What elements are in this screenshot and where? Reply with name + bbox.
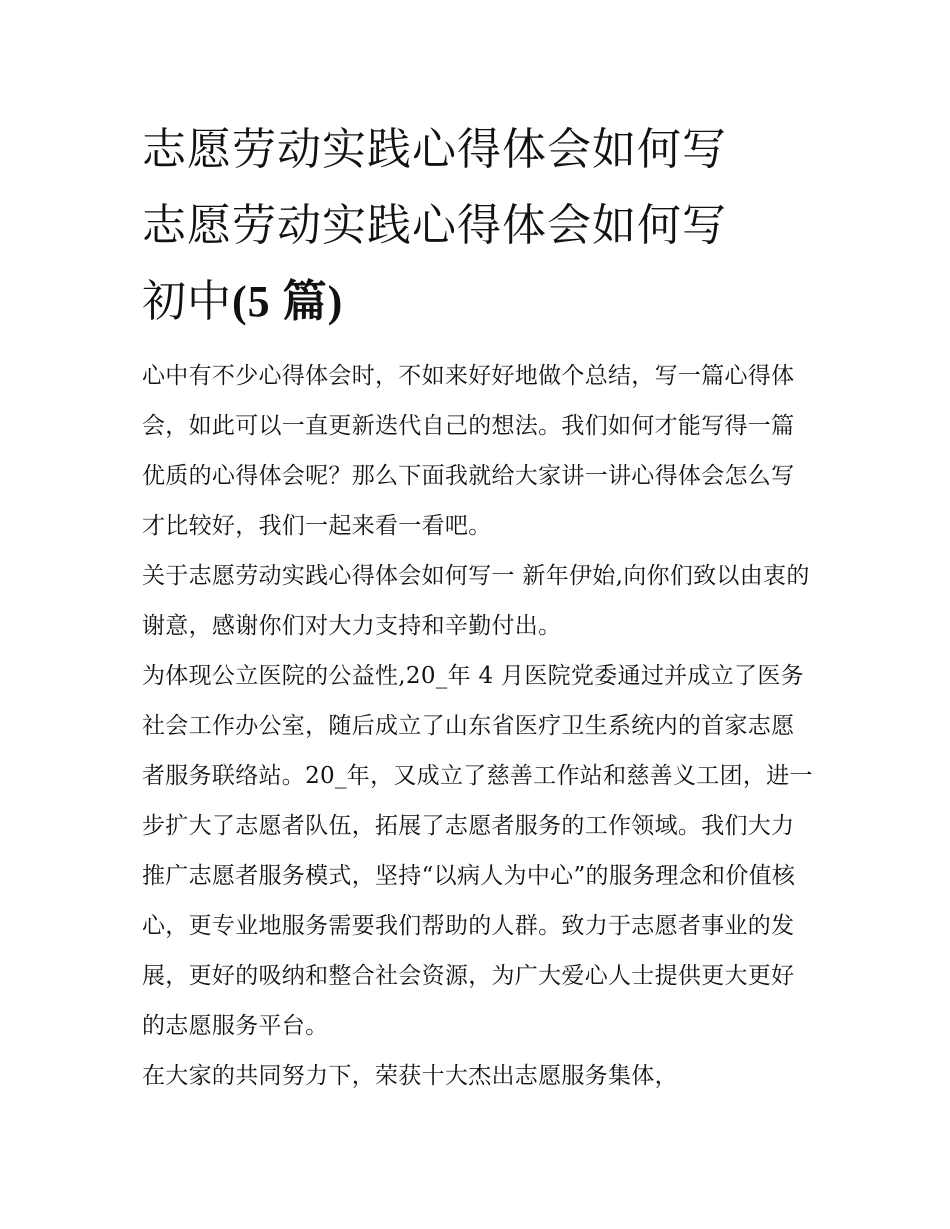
document-title: [142, 112, 814, 340]
document-page: [142, 112, 814, 1101]
paragraph-heading-one: 关于志愿劳动实践心得体会如何写一 新年伊始,向你们致以由衷的谢意，感谢你们对大力支持和辛勤付出。: [142, 563, 810, 639]
paragraph-body: 为体现公立医院的公益性,20_年 4 月医院党委通过并成立了医务社会工作办公室，随后成立了山东省医疗卫生系统内的首家志愿者服务联络站。20_年，又成立了慈善工作站和慈善义工团，进一步扩大了志愿者队伍，拓展了志愿者服务的工作领域。我们大力推广志愿者服务模式，坚持“以病人为中心”的服务理念和价值核心，更专业地服务需要我们帮助的人群。致力于志愿者事业的发展，更好的吸纳和整合社会资源，为广大爱心人士提供更大更好的志愿服务平台。: [142, 663, 813, 1039]
title-line-1: 志愿劳动实践心得体会如何写: [142, 124, 727, 175]
title-line-2: 志愿劳动实践心得体会如何写: [142, 200, 727, 251]
title-line-3: 初中: [142, 276, 232, 327]
paragraph-closing: 在大家的共同努力下，荣获十大杰出志愿服务集体，: [142, 1063, 678, 1089]
title-count: (5 篇): [232, 277, 344, 326]
paragraph-intro: 心中有不少心得体会时，不如来好好地做个总结，写一篇心得体会，如此可以一直更新迭代自己的想法。我们如何才能写得一篇优质的心得体会呢？那么下面我就给大家讲一讲心得体会怎么写才比较好，我们一起来看一看吧。: [142, 363, 795, 539]
